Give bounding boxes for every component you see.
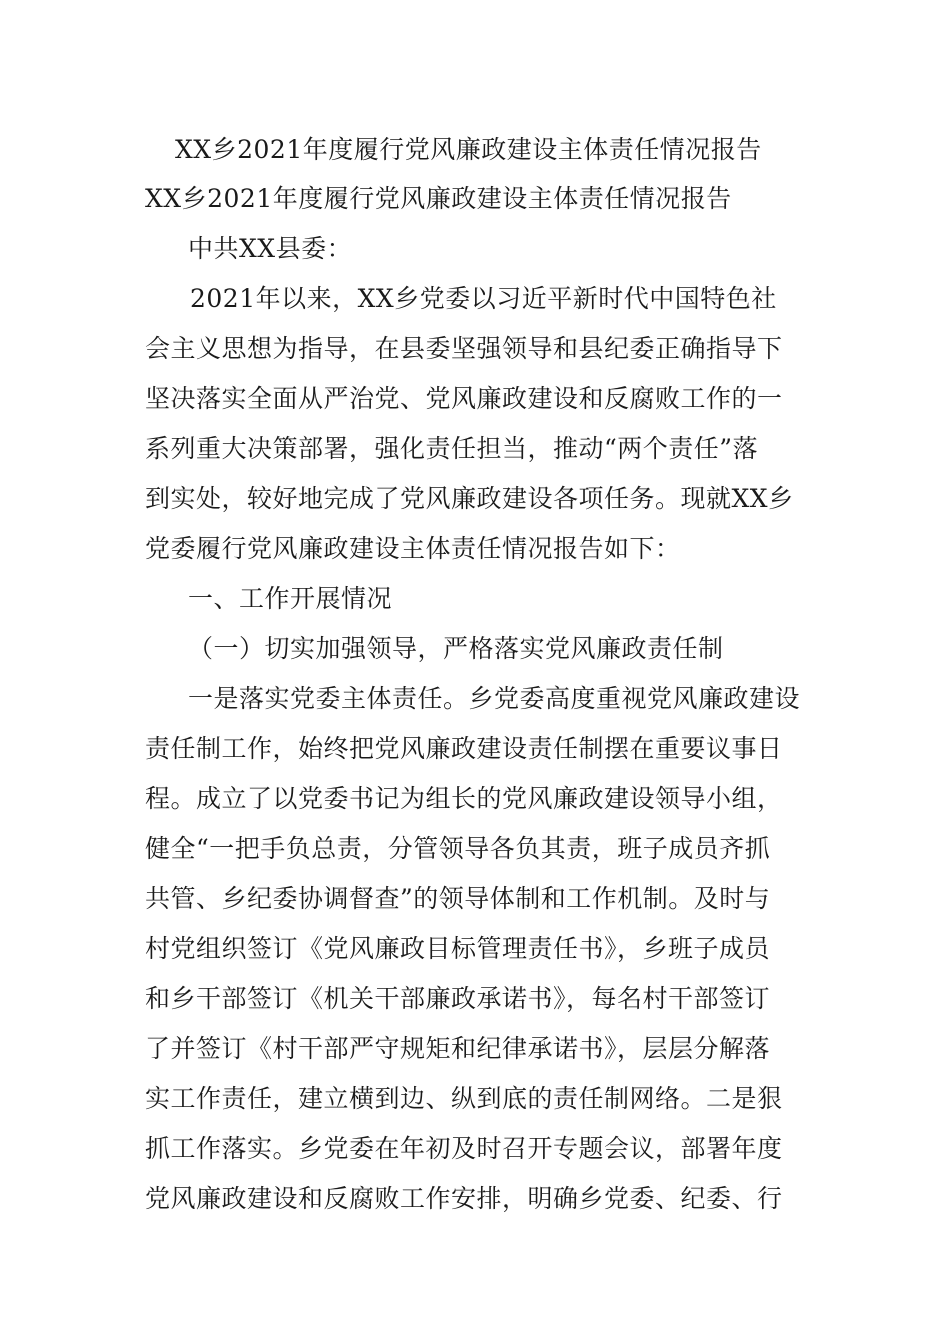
body-line: 了并签订《村干部严守规矩和纪律承诺书》，层层分解落 (145, 1034, 771, 1063)
salutation: 中共XX县委： (188, 234, 353, 263)
body-line: 一是落实党委主体责任。乡党委高度重视党风廉政建设 (188, 684, 801, 713)
document-title-line-2: XX乡2021年度履行党风廉政建设主体责任情况报告 (145, 184, 732, 213)
body-line: 党委履行党风廉政建设主体责任情况报告如下： (145, 534, 681, 563)
body-line: 实工作责任，建立横到边、纵到底的责任制网络。二是狠 (145, 1084, 783, 1113)
subsection-heading: （一）切实加强领导，严格落实党风廉政责任制 (188, 634, 724, 663)
body-line: 健全“一把手负总责，分管领导各负其责，班子成员齐抓 (145, 834, 771, 863)
body-line: 共管、乡纪委协调督查”的领导体制和工作机制。及时与 (145, 884, 771, 913)
section-heading: 一、工作开展情况 (188, 584, 393, 613)
body-line: 责任制工作，始终把党风廉政建设责任制摆在重要议事日 (145, 734, 783, 763)
body-line: 村党组织签订《党风廉政目标管理责任书》，乡班子成员 (145, 934, 771, 963)
body-line: 抓工作落实。乡党委在年初及时召开专题会议，部署年度 (145, 1134, 783, 1163)
body-line: 到实处，较好地完成了党风廉政建设各项任务。现就XX乡 (145, 484, 794, 513)
document-title-line-1: XX乡2021年度履行党风廉政建设主体责任情况报告 (175, 135, 762, 164)
body-line: 2021年以来，XX乡党委以习近平新时代中国特色社 (190, 284, 777, 313)
body-line: 党风廉政建设和反腐败工作安排，明确乡党委、纪委、行 (145, 1184, 783, 1213)
body-line: 程。成立了以党委书记为组长的党风廉政建设领导小组， (145, 784, 783, 813)
body-line: 系列重大决策部署，强化责任担当，推动“两个责任”落 (145, 434, 759, 463)
body-line: 和乡干部签订《机关干部廉政承诺书》，每名村干部签订 (145, 984, 771, 1013)
body-line: 坚决落实全面从严治党、党风廉政建设和反腐败工作的一 (145, 384, 783, 413)
body-line: 会主义思想为指导，在县委坚强领导和县纪委正确指导下 (145, 334, 783, 363)
